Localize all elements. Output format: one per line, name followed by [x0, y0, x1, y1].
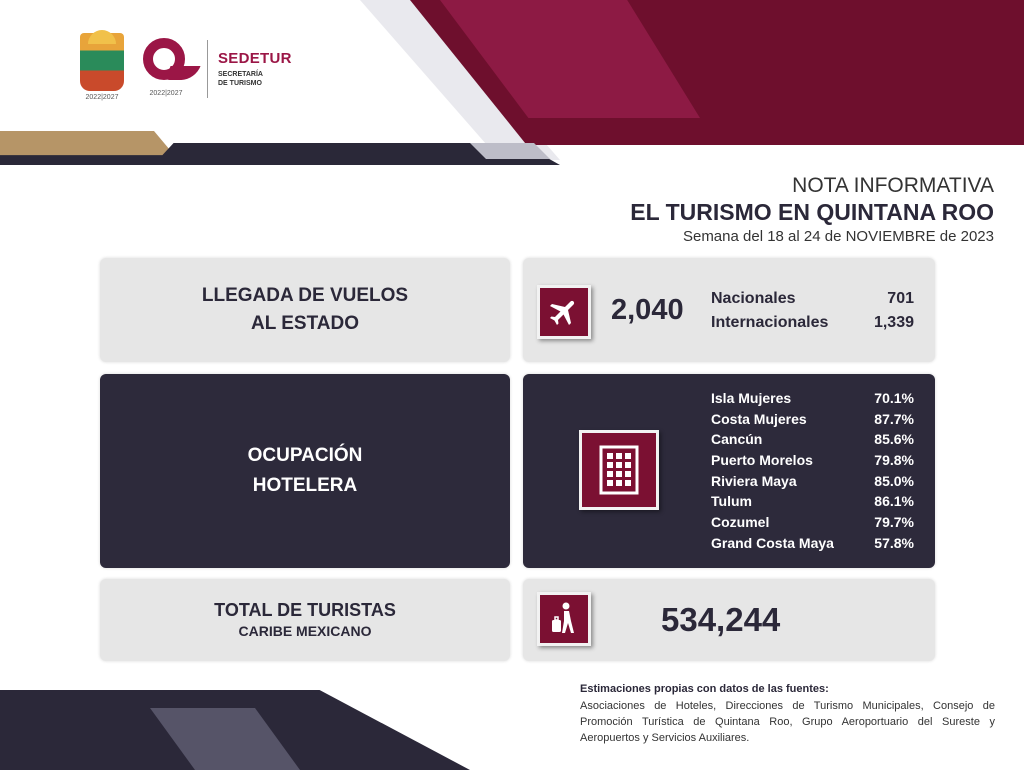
tourists-label-panel [100, 579, 510, 661]
occupancy-row-value: 86.1% [874, 493, 914, 510]
occupancy-row-name: Cozumel [711, 514, 770, 531]
tourists-data-panel [523, 579, 935, 661]
flights-data-panel [523, 258, 935, 362]
flights-row-international [711, 311, 914, 335]
org-subtitle-line-2: DE TURISMO [218, 80, 262, 87]
org-name: SEDETUR [218, 50, 292, 67]
occupancy-row-value: 87.7% [874, 410, 914, 427]
flights-breakdown [711, 287, 914, 335]
occupancy-row-value: 57.8% [874, 534, 914, 551]
flights-total: 2,040 [611, 294, 684, 326]
flights-label-line-1: LLEGADA DE VUELOS [201, 285, 409, 306]
flights-row-value: 1,339 [873, 314, 914, 331]
occupancy-data-panel [523, 374, 935, 568]
occupancy-row-name: Costa Mujeres [711, 410, 807, 427]
org-subtitle-line-1: SECRETARÍA [218, 71, 263, 78]
occupancy-list [711, 388, 914, 554]
occupancy-row [711, 471, 914, 492]
document-kicker: NOTA INFORMATIVA [792, 174, 994, 197]
flights-label-panel [100, 258, 510, 362]
occupancy-row [711, 512, 914, 533]
crest-year: 2022|2027 [85, 94, 119, 101]
traveler-luggage-icon [537, 592, 591, 646]
hotel-building-icon [579, 430, 659, 510]
occupancy-row-name: Isla Mujeres [711, 390, 792, 406]
logo-divider [207, 40, 208, 98]
occupancy-row-value: 85.6% [874, 431, 914, 448]
sources-heading: Estimaciones propias con datos de las fuentes: [580, 683, 829, 695]
occupancy-row [711, 450, 914, 471]
tourists-label-line-2: CARIBE MEXICANO [238, 623, 372, 639]
occupancy-label-line-1: OCUPACIÓN [247, 445, 363, 466]
sources-text: Asociaciones de Hoteles, Direcciones de Turismo Municipales, Consejo de Promoción Turística de Quintana Roo, Grupo Aeroportuario del Sureste y Aeropuertos y Servicios Auxiliares. [580, 700, 995, 744]
flights-row-national [711, 287, 914, 311]
occupancy-row-name: Grand Costa Maya [711, 534, 834, 551]
gold-stripe [0, 131, 175, 156]
occupancy-row [711, 409, 914, 430]
occupancy-label-panel [100, 374, 510, 568]
occupancy-row [711, 491, 914, 512]
flights-row-value: 701 [887, 290, 914, 307]
occupancy-row [711, 388, 914, 409]
flights-label-line-2: AL ESTADO [250, 313, 360, 334]
document-week: Semana del 18 al 24 de NOVIEMBRE de 2023 [682, 228, 994, 245]
flights-row-name: Nacionales [711, 290, 796, 307]
occupancy-row-name: Tulum [711, 493, 752, 510]
q-brand-tail [165, 66, 200, 80]
occupancy-row [711, 429, 914, 450]
airplane-icon [537, 285, 591, 339]
brand-year: 2022|2027 [149, 90, 183, 97]
occupancy-row-value: 85.0% [874, 472, 914, 489]
tourists-total: 534,244 [661, 601, 781, 638]
document-title: EL TURISMO EN QUINTANA ROO [630, 199, 994, 225]
flights-row-name: Internacionales [711, 314, 829, 331]
occupancy-row-name: Riviera Maya [711, 472, 797, 489]
occupancy-row-value: 70.1% [874, 390, 914, 406]
org-subtitle [218, 70, 263, 88]
occupancy-row-value: 79.7% [874, 514, 914, 531]
occupancy-row [711, 533, 914, 554]
occupancy-label-line-2: HOTELERA [252, 475, 358, 496]
tourists-label-line-1: TOTAL DE TURISTAS [214, 600, 396, 620]
occupancy-row-name: Cancún [711, 431, 763, 448]
occupancy-row-name: Puerto Morelos [711, 452, 813, 469]
occupancy-row-value: 79.8% [874, 452, 914, 469]
